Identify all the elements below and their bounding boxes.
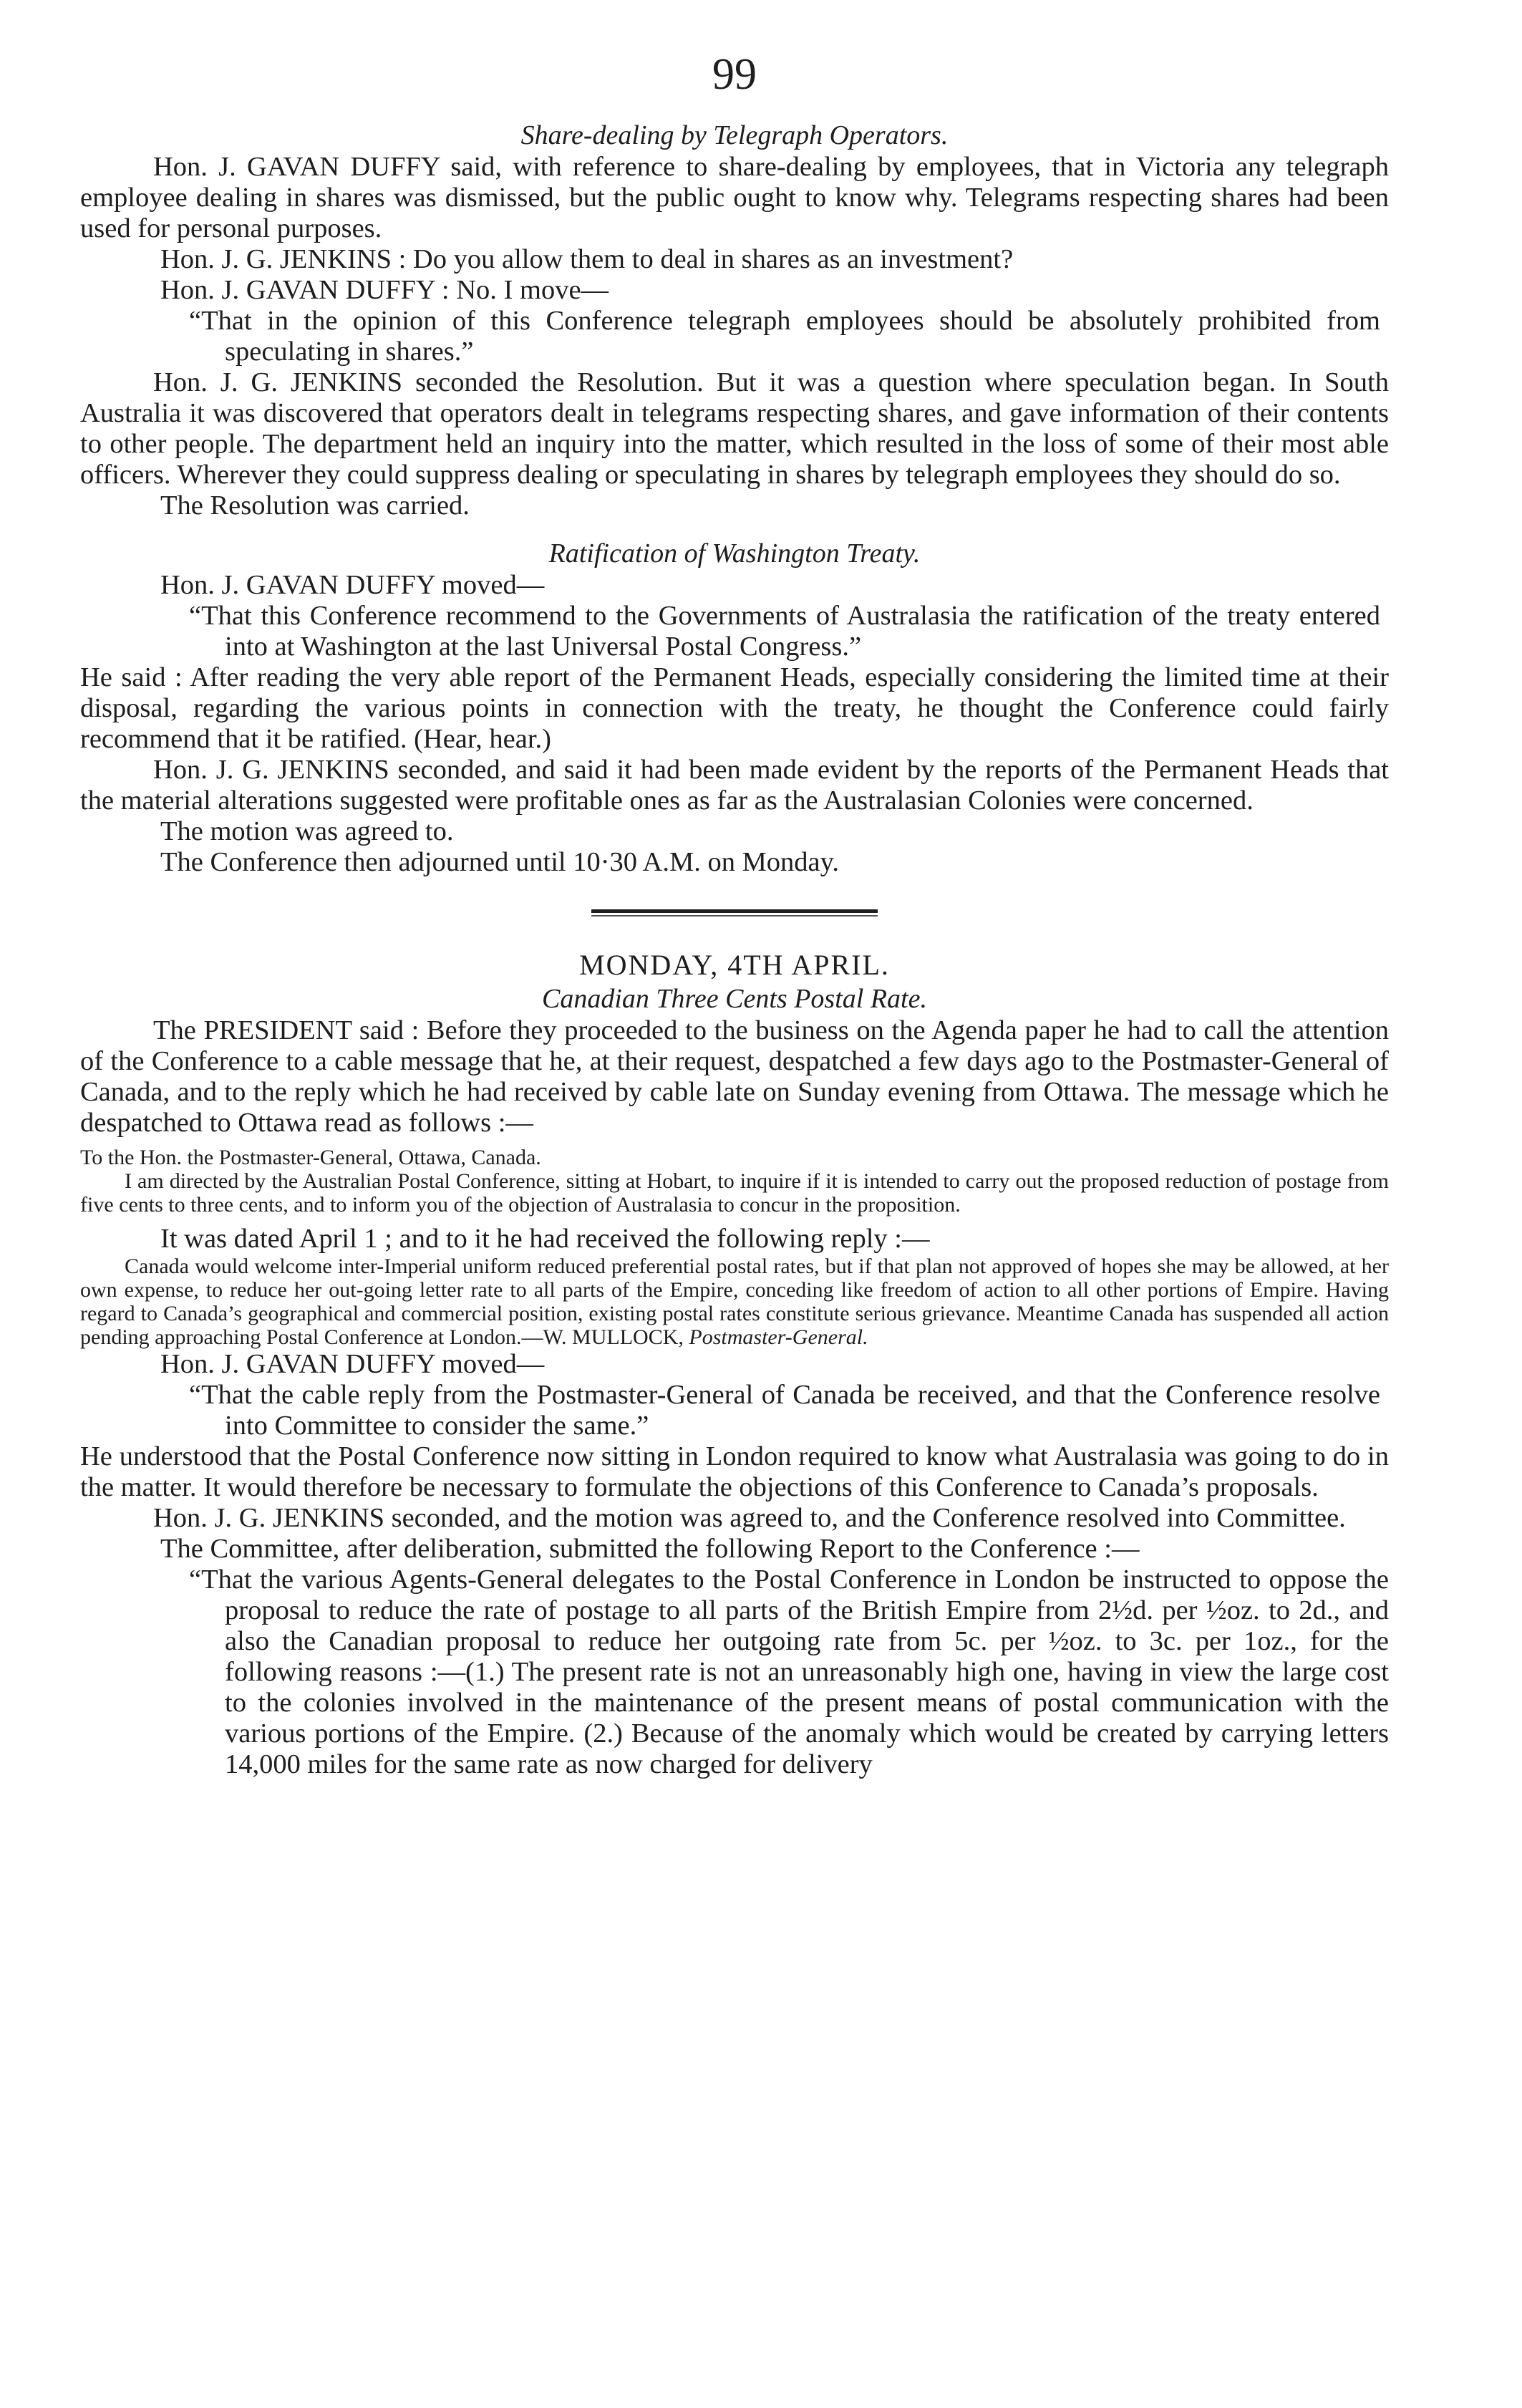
paragraph: Hon. J. GAVAN DUFFY : No. I move— [160,275,609,305]
paragraph: Hon. J. GAVAN DUFFY moved— [160,1349,545,1379]
section-divider [591,909,878,913]
cable-reply-signature: Postmaster-General. [689,1325,868,1349]
cable-message: I am directed by the Australian Postal Conference, sitting at Hobart, to inquire if it is intended to carry out the proposed reduction of postage from five cents to three cents, and to inform you of the objection of Australasia to concur in the proposition. [80,1169,1389,1217]
cable-reply-text: Canada would welcome inter-Imperial uniform reduced preferential postal rates, but if that plan not approved of hopes she may be allowed, at her own expense, to reduce her out-going letter rate to all parts of the Empire, conceding like freedom of action to all other portions of Empire. Having regard to Canada’s geographical and commercial position, existing postal rates constitute serious grievance. Meantime Canada has suspended all action pending approaching Postal Conference at London.—W. MULLOCK, [80,1254,1389,1349]
quoted-resolution: “That in the opinion of this Conference telegraph employees should be absolutely prohibited from speculating in shares.” [189,306,1380,367]
paragraph: He said : After reading the very able report of the Permanent Heads, especially considering the limited time at their disposal, regarding the various points in connection with the treaty, he thought the Conference could fairly recommend that it be ratified. (Hear, hear.) [80,662,1389,754]
page-number: 99 [712,50,757,99]
paragraph: The Resolution was carried. [160,490,470,521]
committee-report: “That the various Agents-General delegates to the Postal Conference in London be instructed to oppose the proposal to reduce the rate of postage to all parts of the British Empire from 2½d. per ½oz. to 2d., and also the Canadian proposal to reduce her outgoing rate from 5c. per ½oz. to 3c. per 1oz., for the following reasons :—(1.) The present rate is not an unreasonably high one, having in view the large cost to the colonies involved in the maintenance of the present means of postal communication with the various portions of the Empire. (2.) Because of the anomaly which would be created by carrying letters 14,000 miles for the same rate as now charged for delivery [189,1565,1389,1779]
quoted-resolution: “That the cable reply from the Postmaster-General of Canada be received, and that the Conference resolve into Committee to consider the same.” [189,1380,1380,1441]
paragraph: Hon. J. G. JENKINS seconded the Resolution. But it was a question where speculation began. In South Australia it was discovered that operators dealt in telegrams respecting shares, and gave information of their contents to other people. The department held an inquiry into the matter, which resulted in the loss of some of their most able officers. Wherever they could suppress dealing or speculating in shares by telegraph employees they should do so. [80,367,1389,490]
paragraph: Hon. J. GAVAN DUFFY said, with reference to share-dealing by employees, that in Victoria any telegraph employee dealing in shares was dismissed, but the public ought to know why. Telegrams respecting shares had been used for personal purposes. [80,152,1389,243]
section-heading-washington-treaty: Ratification of Washington Treaty. [548,538,921,569]
section-heading-canadian-rate: Canadian Three Cents Postal Rate. [542,984,927,1014]
paragraph: He understood that the Postal Conference now sitting in London required to know what Australasia was going to do in the matter. It would therefore be necessary to formulate the objections of this Conference to Canada’s proposals. [80,1441,1389,1502]
cable-addressee: To the Hon. the Postmaster-General, Ottawa, Canada. [80,1146,541,1169]
date-heading: MONDAY, 4TH APRIL. [579,949,890,981]
paragraph: The Conference then adjourned until 10·30 A.M. on Monday. [160,847,840,877]
cable-reply [80,1254,1389,1349]
quoted-resolution: “That this Conference recommend to the Governments of Australasia the ratification of the treaty entered into at Washington at the last Universal Postal Congress.” [189,601,1380,662]
text-column [80,46,1389,1780]
paragraph: The PRESIDENT said : Before they proceeded to the business on the Agenda paper he had to call the attention of the Conference to a cable message that he, at their request, despatched a few days ago to the Postmaster-General of Canada, and to the reply which he had received by cable late on Sunday evening from Ottawa. The message which he despatched to Ottawa read as follows :— [80,1015,1389,1138]
paragraph: Hon. J. G. JENKINS : Do you allow them to deal in shares as an investment? [160,244,1014,274]
paragraph: It was dated April 1 ; and to it he had received the following reply :— [160,1224,930,1254]
paragraph: Hon. J. G. JENKINS seconded, and the motion was agreed to, and the Conference resolved into Committee. [153,1503,1346,1533]
paragraph: The Committee, after deliberation, submitted the following Report to the Conference :— [160,1534,1140,1564]
paragraph: The motion was agreed to. [160,816,454,846]
section-heading-share-dealing: Share-dealing by Telegraph Operators. [520,120,949,150]
paragraph: Hon. J. GAVAN DUFFY moved— [160,570,545,600]
paragraph: Hon. J. G. JENKINS seconded, and said it had been made evident by the reports of the Permanent Heads that the material alterations suggested were profitable ones as far as the Australasian Colonies were concerned. [80,755,1389,816]
